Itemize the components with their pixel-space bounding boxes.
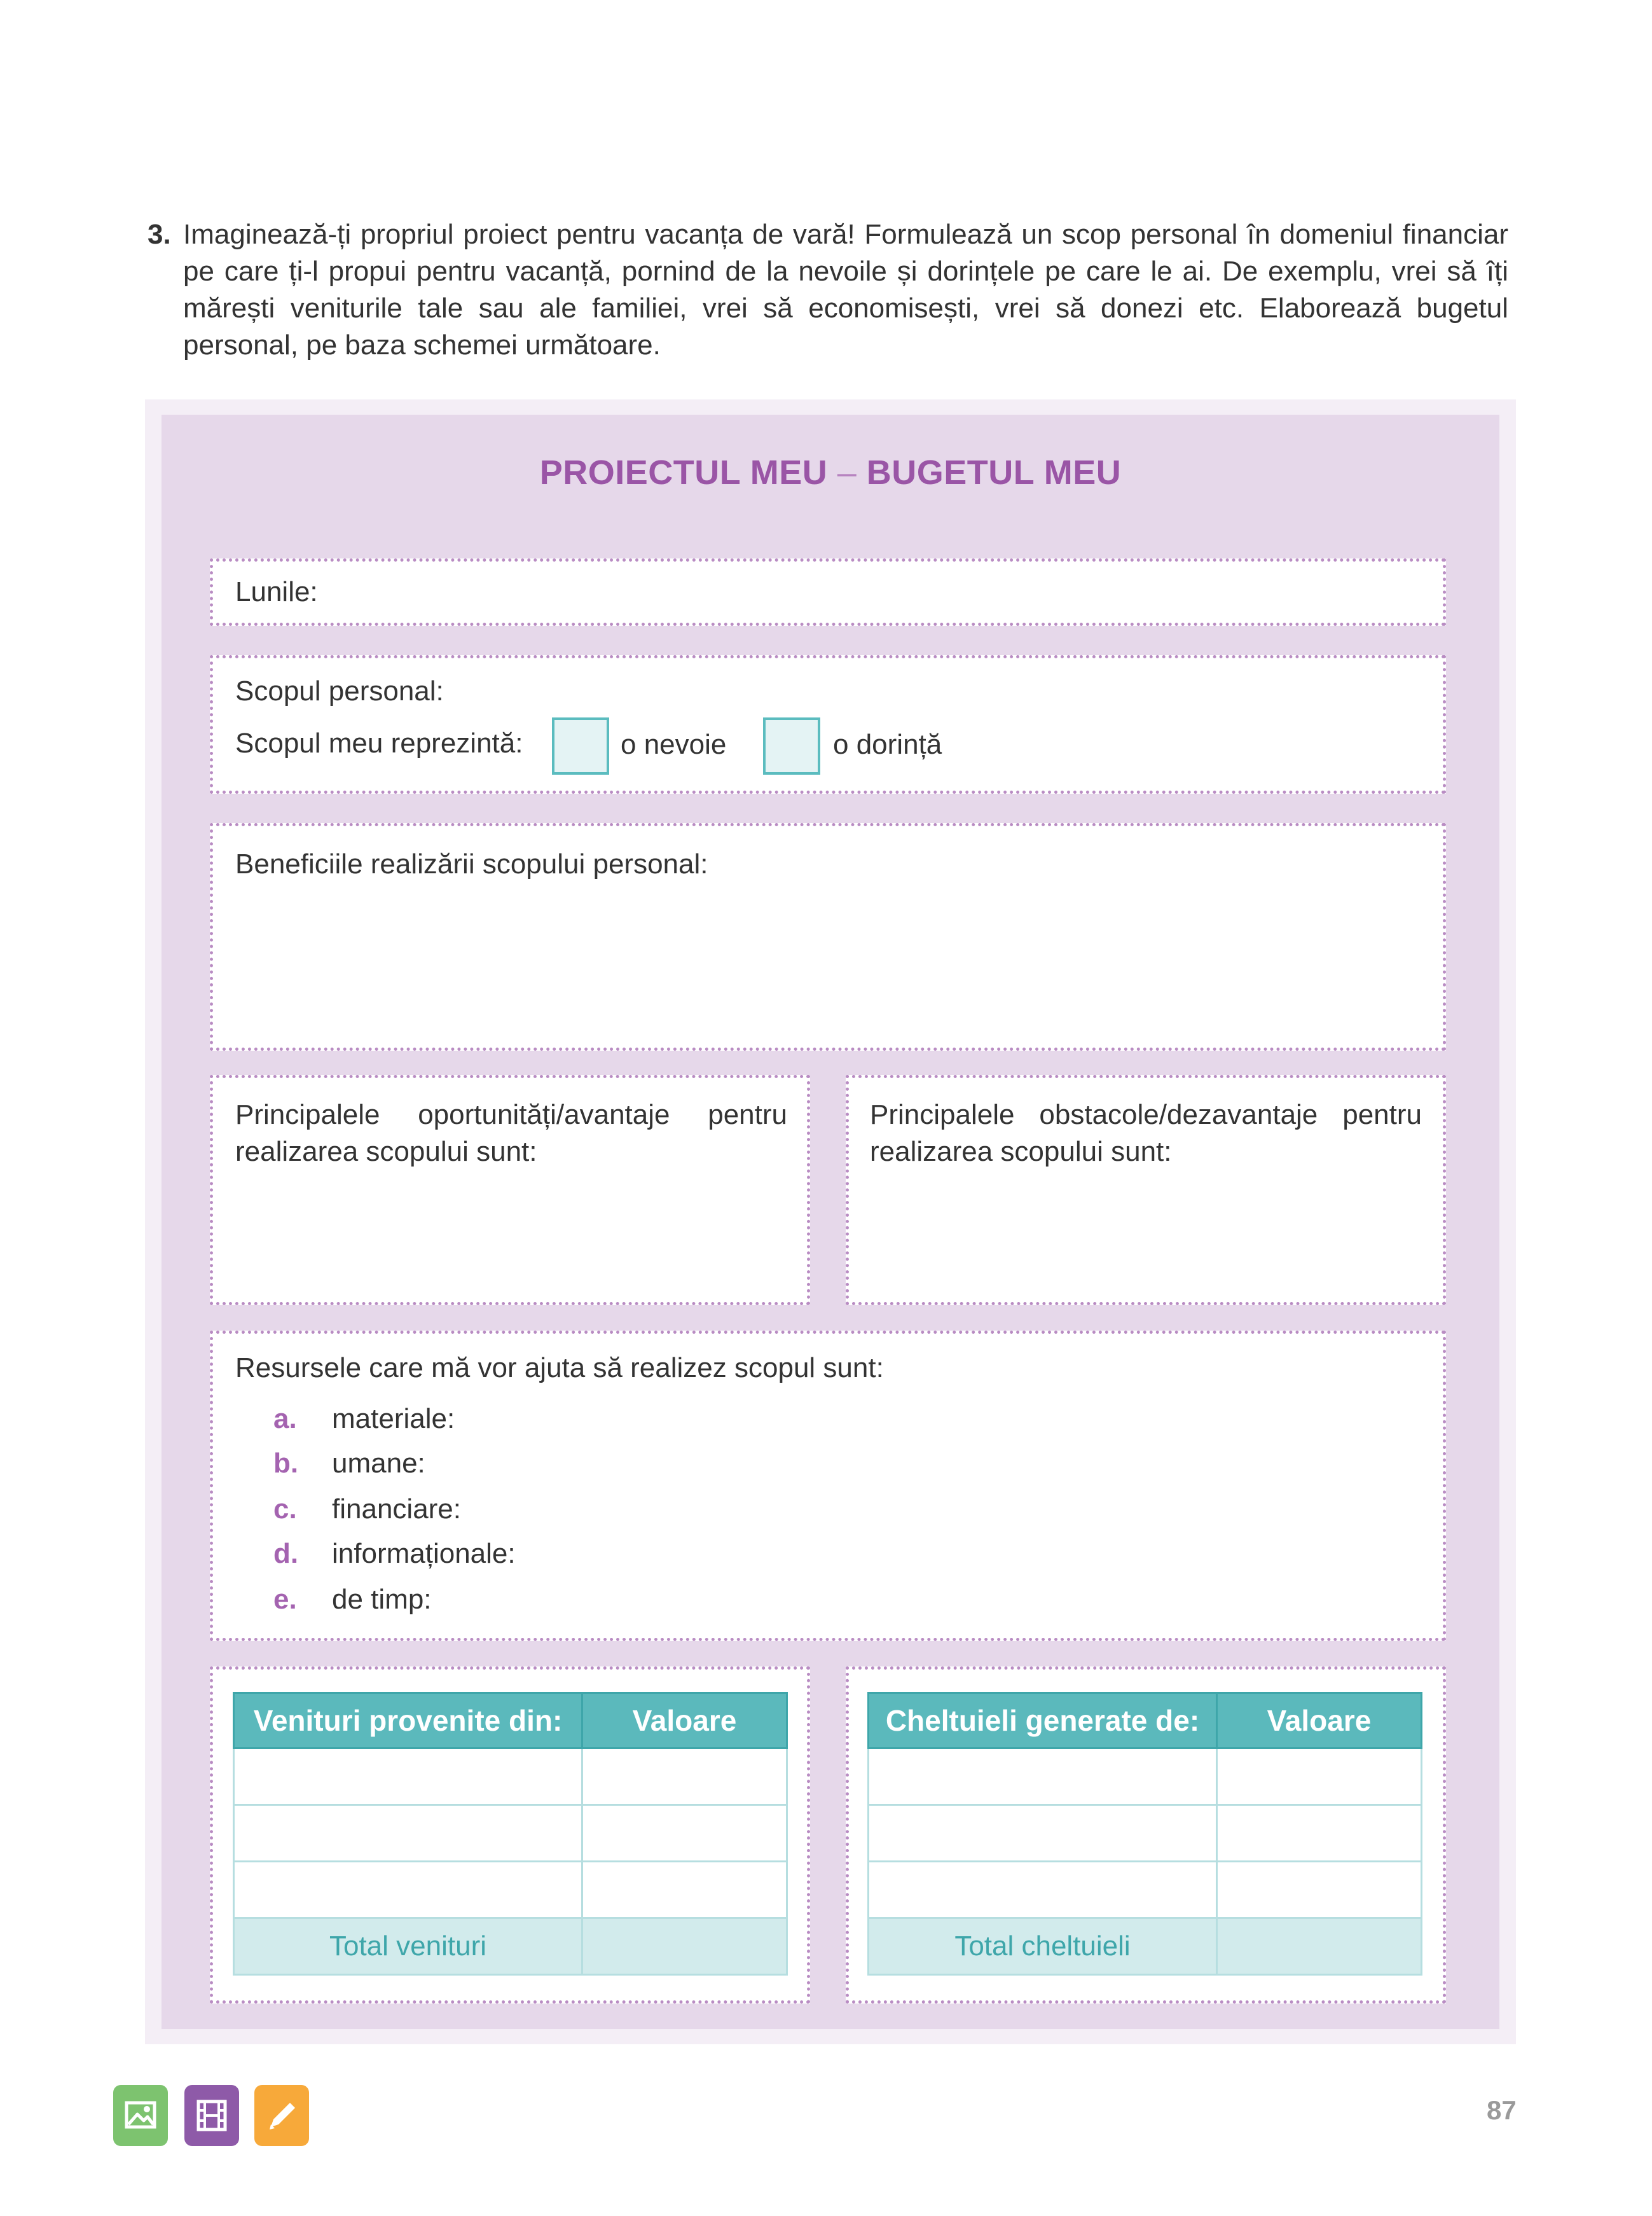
income-total-value-cell[interactable] — [582, 1918, 787, 1975]
income-source-cell[interactable] — [234, 1805, 582, 1862]
expense-total-row — [869, 1918, 1422, 1975]
expense-table — [867, 1692, 1422, 1976]
resources-label: Resursele care mă vor ajuta să realizez scopul sunt: — [235, 1352, 884, 1383]
expense-total-value-cell[interactable] — [1217, 1918, 1422, 1975]
page-number: 87 — [1487, 2095, 1517, 2125]
benefits-label: Beneficiile realizării scopului personal: — [235, 848, 708, 880]
form-title-right: BUGETUL MEU — [866, 454, 1122, 492]
exercise-instructions — [148, 216, 1508, 364]
table-row — [234, 1749, 787, 1805]
table-row — [869, 1805, 1422, 1862]
table-row — [234, 1862, 787, 1918]
income-source-cell[interactable] — [234, 1862, 582, 1918]
resource-letter: a. — [273, 1403, 297, 1434]
form-title-separator: – — [837, 454, 857, 492]
form-title — [162, 453, 1499, 492]
expense-source-cell[interactable] — [869, 1862, 1217, 1918]
resource-item: materiale: — [332, 1403, 455, 1434]
income-table — [233, 1692, 788, 1976]
resource-letter: b. — [273, 1448, 299, 1479]
income-value-cell[interactable] — [582, 1749, 787, 1805]
income-source-cell[interactable] — [234, 1749, 582, 1805]
resource-letter: c. — [273, 1493, 297, 1525]
resource-letter: e. — [273, 1584, 297, 1615]
resource-item: umane: — [332, 1448, 425, 1479]
expense-source-cell[interactable] — [869, 1749, 1217, 1805]
resource-item: financiare: — [332, 1493, 462, 1525]
goal-represents-label: Scopul meu reprezintă: — [235, 728, 523, 759]
expense-value-cell[interactable] — [1217, 1749, 1422, 1805]
form-title-left: PROIECTUL MEU — [539, 454, 828, 492]
income-total-label: Total venituri — [234, 1918, 582, 1975]
resource-letter: d. — [273, 1538, 299, 1569]
income-total-row — [234, 1918, 787, 1975]
film-icon[interactable] — [184, 2085, 239, 2146]
income-value-cell[interactable] — [582, 1805, 787, 1862]
pencil-icon[interactable] — [254, 2085, 309, 2146]
resource-item: de timp: — [332, 1584, 432, 1615]
expense-value-cell[interactable] — [1217, 1805, 1422, 1862]
need-option-label: o nevoie — [621, 729, 727, 760]
income-value-cell[interactable] — [582, 1862, 787, 1918]
exercise-number: 3. — [148, 219, 171, 250]
exercise-text: Imaginează-ți propriul proiect pentru vacanța de vară! Formulează un scop personal în domeniul financiar pe care ți-l propui pentru vacanță, pornind de la nevoile și dorințele pe care le ai. De exemplu, vrei să îți mărești veniturile tale sau ale familiei, vrei să economisești, vrei să donezi etc. Elaborează bugetul personal, pe baza schemei următoare. — [183, 219, 1508, 361]
opportunities-label: Principalele oportunități/avantaje pentru realizarea scopului sunt: — [235, 1099, 787, 1167]
goal-label: Scopul personal: — [235, 675, 444, 707]
expense-source-header: Cheltuieli generate de: — [869, 1693, 1217, 1749]
expense-total-label: Total cheltuieli — [869, 1918, 1217, 1975]
expense-source-cell[interactable] — [869, 1805, 1217, 1862]
months-field[interactable] — [210, 558, 1446, 626]
wish-option-label: o dorință — [833, 729, 942, 760]
table-row — [234, 1805, 787, 1862]
table-row — [869, 1862, 1422, 1918]
table-row — [869, 1749, 1422, 1805]
image-icon[interactable] — [113, 2085, 168, 2146]
income-table-header — [234, 1693, 787, 1749]
income-value-header: Valoare — [582, 1693, 787, 1749]
expense-value-header: Valoare — [1217, 1693, 1422, 1749]
resource-item: informaționale: — [332, 1538, 516, 1569]
income-source-header: Venituri provenite din: — [234, 1693, 582, 1749]
expense-table-header — [869, 1693, 1422, 1749]
wish-checkbox[interactable] — [763, 717, 820, 775]
obstacles-label: Principalele obstacole/dezavantaje pentru realizarea scopului sunt: — [870, 1099, 1422, 1167]
months-label: Lunile: — [235, 576, 318, 607]
expense-value-cell[interactable] — [1217, 1862, 1422, 1918]
need-checkbox[interactable] — [552, 717, 609, 775]
